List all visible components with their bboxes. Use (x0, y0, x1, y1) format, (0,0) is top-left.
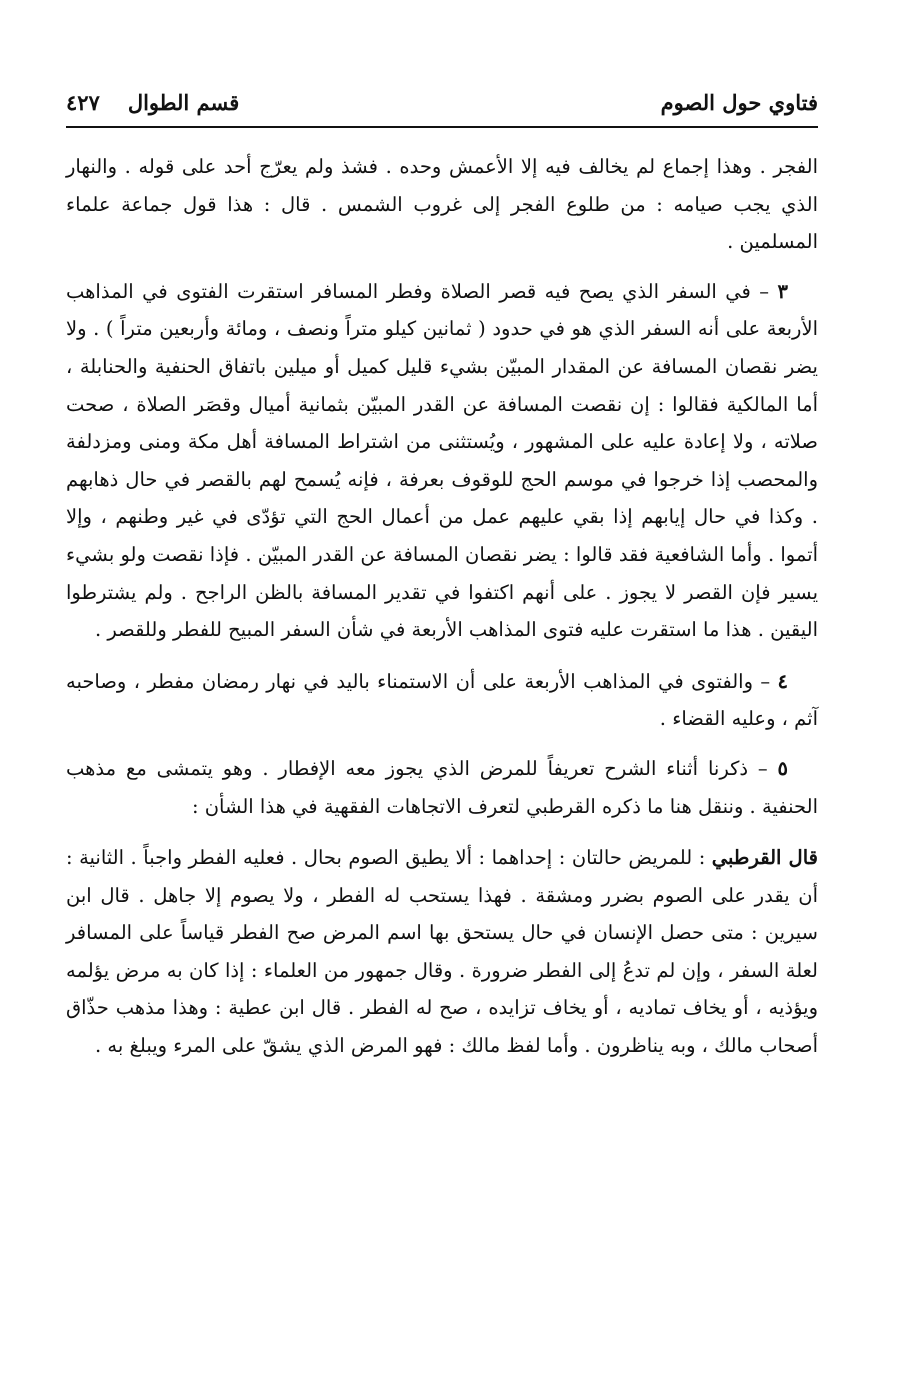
running-header (66, 88, 818, 122)
paragraph-1: الفجر . وهذا إجماع لم يخالف فيه إلا الأعمش وحده . فشذ ولم يعرّج أحد على قوله . والنهار الذي يجب صيامه : من طلوع الفجر إلى غروب الشمس . قال : هذا قول جماعة علماء المسلمين . (66, 155, 818, 254)
main-text (66, 148, 818, 1065)
paragraph-2 (66, 273, 818, 649)
paragraph-3-text: – والفتوى في المذاهب الأربعة على أن الاستمناء باليد في نهار رمضان مفطر ، وصاحبه آثم ، وعليه القضاء . (66, 669, 818, 731)
page-number: ٤٢٧ (66, 90, 100, 115)
paragraph-2-text: – في السفر الذي يصح فيه قصر الصلاة وفطر المسافر استقرت الفتوى في المذاهب الأربعة على أنه السفر الذي هو في حدود ( ثمانين كيلو متراً ونصف ، ومائة وأربعين متراً ) . ولا يضر نقصان المسافة عن المقدار المبيّن بشيء قليل كميل أو ميلين باتفاق الحنفية والحنابلة ، أما المالكية فقالوا : إن نقصت المسافة عن القدر المبيّن بثمانية أميال وقصَر الصلاة ، صحت صلاته ، ولا إعادة عليه على المشهور ، ويُستثنى من اشتراط المسافة أهل مكة ومنى ومزدلفة والمحصب إذا خرجوا في موسم الحج للوقوف بعرفة ، فإنه يُسمح لهم بالقصر في حال ذهابهم . وكذا في حال إيابهم إذا بقي عليهم عمل من أعمال الحج التي تؤدّى في غير وطنهم ، وإلا أتموا . وأما الشافعية فقد قالوا : يضر نقصان المسافة عن القدر المبيّن . فإذا نقصت ولو بشيء يسير فإن القصر لا يجوز . على أنهم اكتفوا في تقدير المسافة بالظن الراجح . ولم يشترطوا اليقين . هذا ما استقرت عليه فتوى المذاهب الأربعة في شأن السفر المبيح للفطر وللقصر . (66, 279, 818, 642)
paragraph-4 (66, 750, 818, 825)
header-divider (66, 126, 818, 128)
section-title: قسم الطوال (127, 90, 240, 115)
section-and-page (66, 88, 239, 118)
quote-speaker: قال القرطبي (711, 846, 818, 870)
book-title: فتاوي حول الصوم (660, 90, 818, 115)
paragraph-5 (66, 839, 818, 1065)
item-number-4: ٤ (777, 669, 788, 693)
paragraph-5-text: : للمريض حالتان : إحداهما : ألا يطيق الصوم بحال . فعليه الفطر واجباً . الثانية : أن يقدر على الصوم بضرر ومشقة . فهذا يستحب له الفطر ، ولا يصوم إلا جاهل . قال ابن سيرين : متى حصل الإنسان في حال يستحق بها اسم المرض صح الفطر قياساً على المسافر لعلة السفر ، وإن لم تدعُ إلى الفطر ضرورة . وقال جمهور من العلماء : إذا كان به مرض يؤلمه ويؤذيه ، أو يخاف تماديه ، أو يخاف تزايده ، صح له الفطر . قال ابن عطية : وهذا مذهب حذّاق أصحاب مالك ، وبه يناظرون . وأما لفظ مالك : فهو المرض الذي يشقّ على المرء ويبلغ به . (66, 846, 818, 1058)
item-number-3: ٣ (777, 279, 788, 303)
item-number-5: ٥ (777, 756, 788, 780)
paragraph-3 (66, 663, 818, 738)
paragraph-4-text: – ذكرنا أثناء الشرح تعريفاً للمرض الذي يجوز معه الإفطار . وهو يتمشى مع مذهب الحنفية . وننقل هنا ما ذكره القرطبي لتعرف الاتجاهات الفقهية في هذا الشأن : (66, 756, 818, 818)
